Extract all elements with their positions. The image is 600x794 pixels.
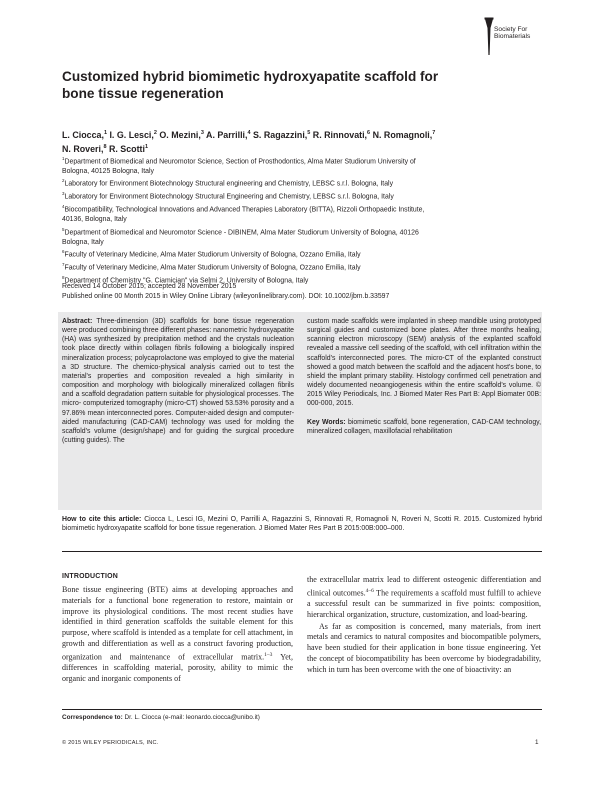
author	[62, 130, 107, 140]
affiliation-line	[62, 167, 542, 177]
author-name: I. G. Lesci,	[109, 129, 154, 140]
abstract-text-right: custom made scaffolds were implanted in sheep mandible using prototyped surgical guides and customized bone plates. After three months healing, scanning electron microscopy (SEM) analysis of the explanted scaffold revealed a massive cell seeding of the scaffold, with cell infiltration within the scaffold's interconnected pores. The micro-CT of the explanted construct showed a good match between the scaffold and the adjacent host's bone, to shield the implant primary stability. Histology confirmed cell penetration and widely documented neoangiogenesis within the entire scaffold's volume. © 2015 Wiley Periodicals, Inc. J Biomed Mater Res Part B: Appl Biomater 00B: 000-000, 2015.	[307, 318, 541, 408]
article-title	[62, 68, 532, 102]
affiliation-marker: 5	[62, 226, 65, 232]
affiliation-text: Faculty of Veterinary Medicine, Alma Mater Studiorum University of Bologna, Ozzano Emilia, Italy	[64, 264, 361, 272]
affiliation-line	[62, 176, 542, 189]
intro-column-right	[307, 575, 541, 675]
publication-dates	[62, 282, 542, 302]
intro-column-left	[62, 585, 293, 684]
affiliation-text: Faculty of Veterinary Medicine, Alma Mater Studiorum University of Bologna, Ozzano Emilia, Italy	[64, 251, 361, 259]
affiliation-text: Bologna, Italy	[62, 238, 104, 246]
divider	[62, 709, 542, 710]
abstract-column-left	[62, 317, 294, 445]
keywords-label: Key Words:	[307, 418, 346, 426]
author-affiliation-marker: 2	[153, 130, 157, 136]
affiliation-line	[62, 238, 542, 248]
intro-text-2: Yet, differences in scaffolding material, porosity, ability to mimic the organic and inorganic components of	[62, 652, 294, 683]
keywords-text: biomimetic scaffold, bone regeneration, CAD-CAM technology, mineralized collagen, maxillofacial rehabilitation	[307, 418, 541, 435]
author-affiliation-marker: 4	[247, 130, 251, 136]
affiliation-marker: 8	[62, 275, 65, 281]
divider	[62, 551, 542, 552]
author	[62, 144, 107, 154]
affiliation-marker: 2	[62, 178, 65, 184]
how-to-cite	[62, 515, 542, 533]
affiliation-line	[62, 202, 542, 215]
author-name: A. Parrilli,	[206, 129, 248, 140]
author-affiliation-marker: 1	[103, 130, 107, 136]
author	[313, 130, 370, 140]
affiliation-text: Department of Chemistry "G. Ciamician" via Selmi 2, University of Bologna, Italy	[64, 277, 309, 285]
author-name: R. Rinnovati,	[312, 129, 368, 140]
affiliation-line	[62, 260, 542, 273]
published-info: Published online 00 Month 2015 in Wiley Online Library (wileyonlinelibrary.com). DOI: 10.1002/jbm.b.33597	[62, 292, 390, 300]
affiliation-text: Bologna, 40125 Bologna, Italy	[62, 167, 154, 175]
affiliation-marker: 3	[62, 191, 65, 197]
author	[109, 130, 156, 140]
intro-text-4: The requirements a scaffold must fulfill to achieve a successful result can be summarized in five points: composition, hierarchical organization, structure, customization, and load-bearing.	[307, 588, 542, 619]
affiliation-text: Laboratory for Environment Biotechnology Structural engineering and Chemistry, LEBSC s.r.l. Bologna, Italy	[64, 180, 394, 188]
logo-text	[494, 26, 530, 41]
cite-label: How to cite this article:	[62, 516, 142, 523]
reference-marker: 4–6	[365, 587, 374, 594]
author-list	[62, 127, 542, 155]
abstract-text-left: Three-dimension (3D) scaffolds for bone tissue regeneration were produced combining three different phases: nanometric hydroxyapatite (HA) was synthesized by precipitation method and the crystals nucleation took place directly within collagen fibrils following a biologically inspired mineralization process; polycaprolactone was employed to give the material a 3D structure. The chemico-physical analysis carried out to test the material's properties and composition revealed a high similarity in composition and morphology with biologically mineralized collagen fibrils and a scaffold degradation pattern suitable for physiological processes. The micro- computerized tomography (micro-CT) showed 53.53% porosity and a 97.86% mean interconnected pores. Computer-aided design and computer-aided manufacturing (CAD-CAM) technology was used for molding the scaffold's volume (design/shape) and for guiding the surgical procedure (cutting guides). The	[62, 318, 294, 445]
received-date: Received 14 October 2015; accepted 28 November 2015	[62, 283, 237, 290]
affiliation-text: Laboratory for Environment Biotechnology Structural Engineering and Chemistry, LEBSC s.r.l. Bologna, Italy	[64, 193, 394, 201]
affiliation-line	[62, 215, 542, 225]
intro-heading: INTRODUCTION	[62, 573, 119, 580]
abstract-column-right	[307, 317, 541, 436]
author-affiliation-marker: 6	[367, 130, 371, 136]
author-affiliation-marker: 8	[103, 143, 107, 150]
title-line-1: Customized hybrid biomimetic hydroxyapatite scaffold for	[62, 69, 439, 84]
affiliation-marker: 1	[62, 156, 65, 161]
author	[206, 130, 251, 140]
affiliation-line	[62, 247, 542, 260]
affiliation-marker: 6	[62, 249, 65, 255]
affiliation-marker: 4	[62, 204, 65, 210]
author-affiliation-marker: 5	[307, 130, 311, 136]
author-name: N. Roveri,	[62, 143, 104, 154]
affiliations	[62, 154, 542, 286]
author-name: O. Mezini,	[159, 129, 201, 140]
affiliation-text: Biocompatibility, Technological Innovations and Advanced Therapies Laboratory (BITTA), Rizzoli Orthopaedic Institute,	[64, 206, 425, 214]
affiliation-line	[62, 189, 542, 202]
intro-paragraph	[307, 575, 541, 621]
correspondence-text: Dr. L. Ciocca (e-mail: leonardo.ciocca@unibo.it)	[124, 714, 260, 721]
affiliation-text: 40136, Bologna, Italy	[62, 216, 127, 224]
affiliation-text: Department of Biomedical and Neuromotor Science - DIBINEM, Alma Mater Studiorum University of Bologna, 40126	[64, 229, 419, 237]
affiliation-line	[62, 225, 542, 238]
affiliation-line	[62, 154, 542, 167]
author-affiliation-marker: 1	[144, 143, 149, 150]
correspondence	[62, 714, 260, 721]
affiliation-marker: 7	[62, 262, 65, 268]
intro-paragraph-2: As far as composition is concerned, many materials, from inert metals and ceramics to natural composites and biocompatible polymers, have been studied for their application in bone tissue engineering. Yet the concept of biocompatibility has been overcome by biodegradability, which in turn has been overcome with the one of bioactivity: an	[307, 621, 541, 674]
reference-marker: 1–3	[264, 651, 273, 658]
correspondence-label: Correspondence to:	[62, 714, 123, 721]
torch-icon	[484, 17, 494, 57]
author	[109, 144, 148, 154]
page-number: 1	[535, 739, 539, 746]
author	[253, 130, 310, 140]
author-affiliation-marker: 7	[432, 130, 436, 136]
author-name: S. Ragazzini,	[253, 129, 308, 140]
affiliation-text: Department of Biomedical and Neuromotor Science, Section of Prosthodontics, Alma Mater Studiorum University of	[64, 158, 416, 166]
author	[373, 130, 436, 140]
author-name: L. Ciocca,	[62, 129, 104, 140]
copyright: © 2015 WILEY PERIODICALS, INC.	[62, 740, 159, 746]
title-line-2: bone tissue regeneration	[62, 86, 224, 101]
intro-text-1: Bone tissue engineering (BTE) aims at developing approaches and materials for a functional bone regeneration to restore, maintain or improve its physiological conditions. The most recent studies have identified in third generation scaffolds the suitable element for this purpose, where scaffold is intended as a template for cell attachment, in growth and differentiation as well as a construct favoring production, organization and maintenance of extracellular matrix.	[62, 585, 293, 662]
abstract-label: Abstract:	[62, 318, 93, 325]
journal-logo	[484, 17, 564, 57]
author-name: N. Romagnoli,	[372, 129, 433, 140]
keywords	[307, 418, 541, 436]
logo-line-2: Biomaterials	[494, 33, 531, 41]
author-name: R. Scotti	[108, 143, 145, 154]
author-affiliation-marker: 3	[200, 130, 204, 136]
intro-text-3: the extracellular matrix lead to different osteogenic differentiation and clinical outcomes.	[307, 575, 541, 598]
author	[159, 130, 203, 140]
cite-text: Ciocca L, Lesci IG, Mezini O, Parrilli A, Ragazzini S, Rinnovati R, Romagnoli N, Roveri N, Scotti R. 2015. Customized hybrid biomimetic hydroxyapatite scaffold for bone tissue regeneration. J Biomed Mater Res Part B 2015:00B:000–000.	[62, 516, 542, 533]
logo-line-1: Society For	[494, 26, 528, 33]
